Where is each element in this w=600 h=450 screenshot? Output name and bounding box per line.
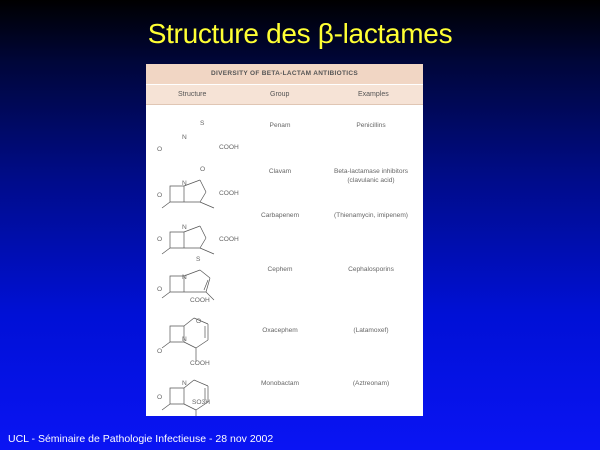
table-caption: DIVERSITY OF BETA-LACTAM ANTIBIOTICS (146, 64, 423, 84)
slide-footer: UCL - Séminaire de Pathologie Infectieuse - 28 nov 2002 (8, 433, 274, 445)
clavam-nitrogen-label: N (182, 180, 187, 187)
penam-carbonyl-oxygen-label: O (157, 146, 163, 153)
monobactam-substituent-label: SO3H (192, 399, 210, 406)
row-oxacephem-examples: (Latamoxef) (353, 327, 389, 334)
oxacephem-carbonyl-oxygen-label: O (157, 348, 163, 355)
row-carbapenem-examples: (Thienamycin, imipenem) (333, 212, 409, 219)
clavam-carbonyl-oxygen-label: O (157, 192, 163, 199)
oxacephem-ring-atom-label: O (196, 318, 202, 325)
cephem-ring-atom-label: S (196, 256, 201, 263)
cephem-carbonyl-oxygen-label: O (157, 286, 163, 293)
row-oxacephem-group: Oxacephem (262, 327, 298, 334)
header-group: Group (270, 91, 290, 98)
beta-lactam-table (146, 64, 423, 416)
carbapenem-carbonyl-oxygen-label: O (157, 236, 163, 243)
monobactam-nitrogen-label: N (182, 380, 187, 387)
oxacephem-substituent-label: COOH (190, 360, 210, 367)
row-penam-examples: Penicillins (356, 122, 386, 129)
penam-ring-atom-label: S (200, 120, 205, 127)
carbapenem-structure (162, 270, 214, 300)
clavam-structure (162, 226, 214, 254)
penam-substituent-label: COOH (219, 144, 239, 151)
row-penam-group: Penam (269, 122, 291, 129)
penam-structure (162, 180, 214, 208)
penam-nitrogen-label: N (182, 134, 187, 141)
cephem-substituent-label: COOH (190, 297, 210, 304)
cephem-nitrogen-label: N (182, 274, 187, 281)
row-cephem-group: Cephem (267, 266, 293, 273)
carbapenem-substituent-label: COOH (219, 236, 239, 243)
header-structure: Structure (178, 91, 207, 98)
row-clavam-group: Clavam (268, 168, 292, 175)
carbapenem-nitrogen-label: N (182, 224, 187, 231)
slide-title: Structure des β-lactames (147, 18, 453, 49)
row-monobactam-group: Monobactam (260, 380, 300, 387)
clavam-substituent-label: COOH (219, 190, 239, 197)
row-monobactam-examples: (Aztreonam) (352, 380, 390, 387)
row-carbapenem-group: Carbapenem (260, 212, 300, 219)
row-clavam-examples: Beta-lactamase inhibitors (clavulanic acid) (333, 168, 409, 184)
row-cephem-examples: Cephalosporins (348, 266, 394, 273)
clavam-ring-atom-label: O (200, 166, 206, 173)
header-examples: Examples (358, 91, 389, 98)
monobactam-carbonyl-oxygen-label: O (157, 394, 163, 401)
table-header-row (146, 85, 423, 105)
structure-drawings (146, 104, 423, 416)
oxacephem-nitrogen-label: N (182, 336, 187, 343)
